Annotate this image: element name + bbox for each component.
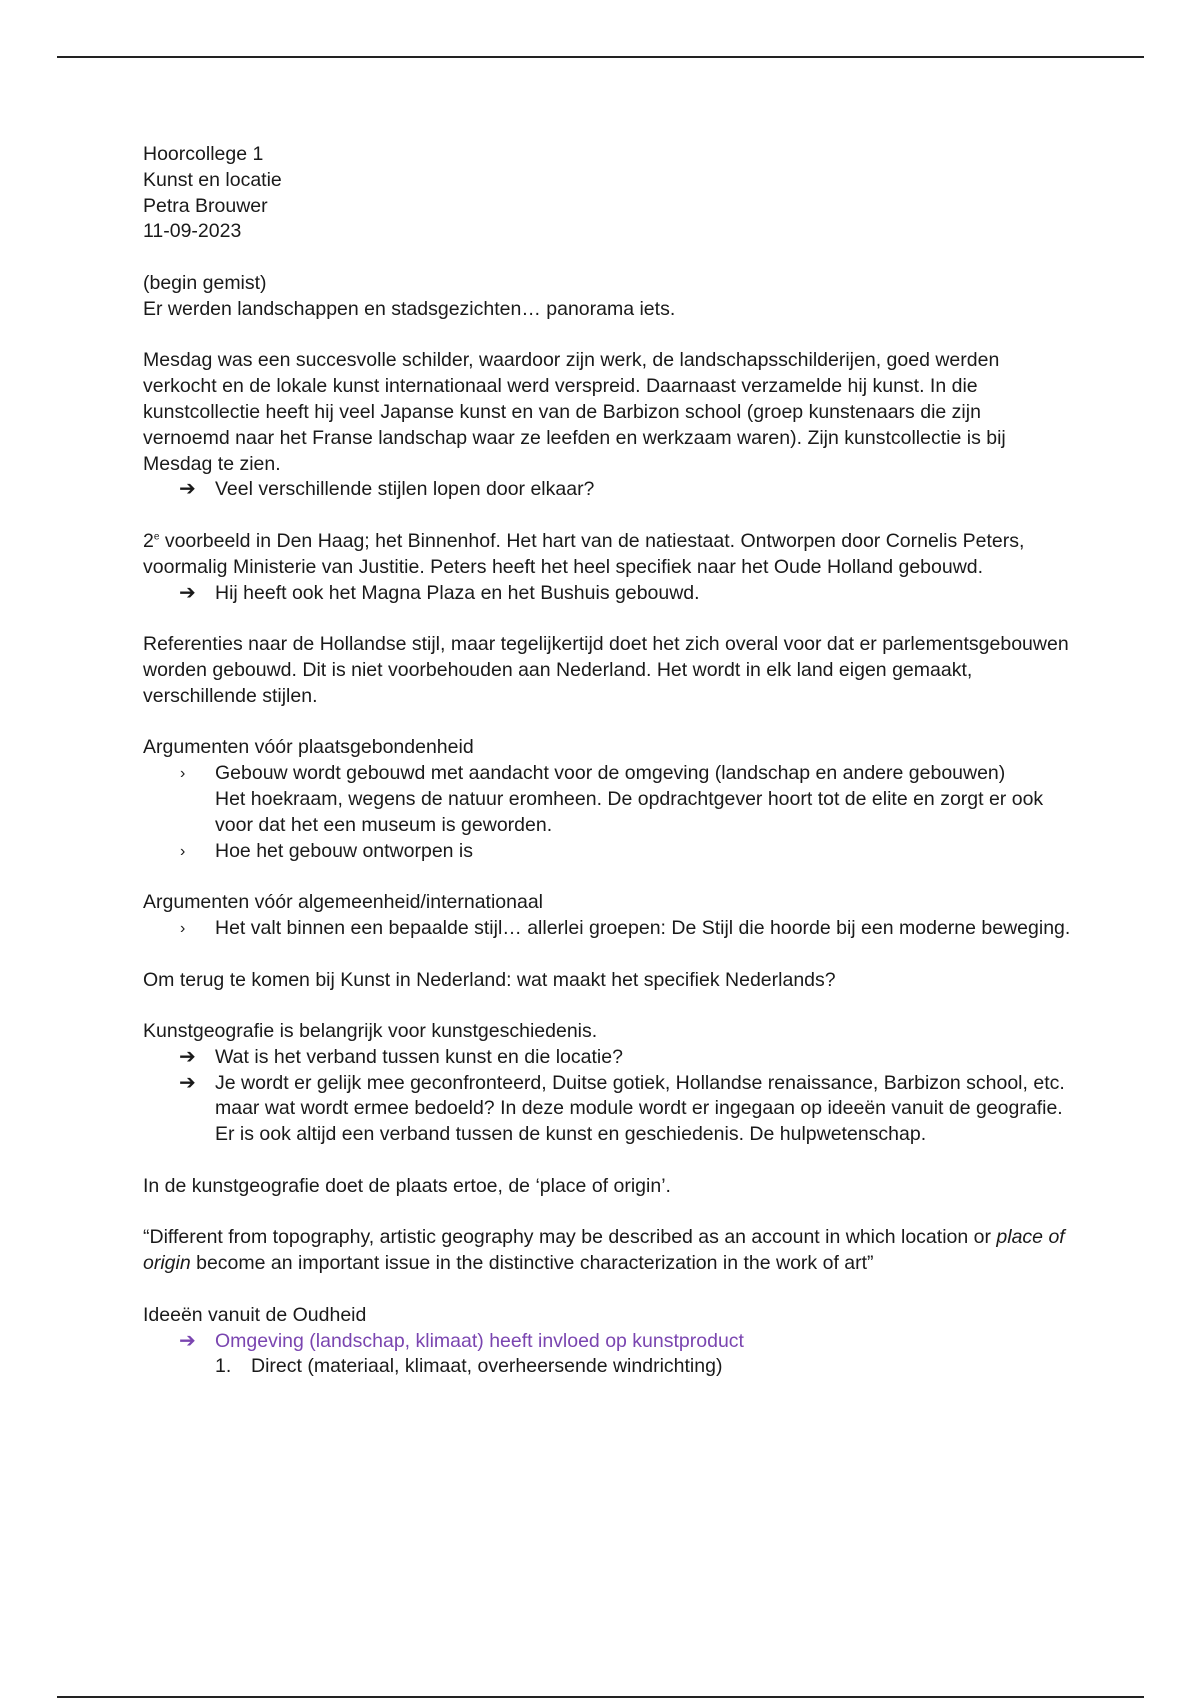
bullet-text: Hij heeft ook het Magna Plaza en het Bushuis gebouwd. xyxy=(215,581,700,604)
missed-note: (begin gemist) xyxy=(143,271,267,294)
referenties-paragraph: Referenties naar de Hollandse stijl, maar tegelijkertijd doet het zich overal voor dat er parlementsgebouwen worden gebouwd. Dit is niet voorbehouden aan Nederland. Het wordt in elk land eigen gemaakt, verschillende stijlen. xyxy=(143,633,1069,707)
bullet-text: Omgeving (landschap, klimaat) heeft invloed op kunstproduct xyxy=(215,1329,744,1352)
item-text: Direct (materiaal, klimaat, overheersende windrichting) xyxy=(251,1355,723,1378)
bullet-subtext: Het hoekraam, wegens de natuur eromheen. De opdrachtgever hoort tot de elite en zorgt er ook voor dat het een museum is geworden. xyxy=(215,787,1044,836)
bottom-rule xyxy=(57,1696,1144,1698)
quote-emphasis: place of origin xyxy=(143,1226,1065,1275)
nederland-paragraph: Om terug te komen bij Kunst in Nederland: wat maakt het specifiek Nederlands? xyxy=(143,968,836,991)
arrow-icon: ➔ xyxy=(179,1071,196,1094)
top-rule xyxy=(57,56,1144,58)
ordinal-number: 2 xyxy=(143,529,154,552)
bullet-text: Wat is het verband tussen kunst en die locatie? xyxy=(215,1045,623,1068)
arrow-icon: ➔ xyxy=(179,1329,196,1352)
binnenhof-text: voorbeeld in Den Haag; het Binnenhof. Het hart van de natiestaat. Ontworpen door Cornelis Peters, voormalig Ministerie van Justitie. Peters heeft het heel specifiek naar het Oude Holland gebouwd. xyxy=(143,529,1025,578)
arrow-bullet-highlight xyxy=(143,1329,1073,1355)
section-heading: Argumenten vóór algemeenheid/internationaal xyxy=(143,891,544,914)
intro-line: Er werden landschappen en stadsgezichten… panorama iets. xyxy=(143,297,676,320)
lecturer-name: Petra Brouwer xyxy=(143,194,268,217)
section-heading: Argumenten vóór plaatsgebondenheid xyxy=(143,736,474,759)
arrow-bullet xyxy=(143,1071,1073,1148)
section-heading: Ideeën vanuit de Oudheid xyxy=(143,1303,367,1326)
arrow-bullet xyxy=(143,477,1073,503)
arrow-bullet xyxy=(143,581,1073,607)
chevron-right-icon: › xyxy=(180,765,186,783)
course-name: Kunst en locatie xyxy=(143,168,282,191)
chevron-bullet xyxy=(143,761,1073,838)
document-page xyxy=(143,142,1073,1380)
arrow-icon: ➔ xyxy=(179,581,196,604)
bullet-text: Veel verschillende stijlen lopen door elkaar? xyxy=(215,478,595,501)
bullet-text: Gebouw wordt gebouwd met aandacht voor de omgeving (landschap en andere gebouwen) xyxy=(215,762,1006,785)
lecture-title: Hoorcollege 1 xyxy=(143,143,264,165)
arrow-icon: ➔ xyxy=(179,478,196,501)
bullet-text: Hoe het gebouw ontworpen is xyxy=(215,839,474,862)
item-number: 1. xyxy=(215,1355,232,1378)
chevron-bullet xyxy=(143,839,1073,865)
lecture-date: 11-09-2023 xyxy=(143,220,242,243)
origin-paragraph: In de kunstgeografie doet de plaats ertoe, de ‘place of origin’. xyxy=(143,1174,671,1197)
header-block xyxy=(143,142,1073,245)
quote-paragraph xyxy=(143,1225,1073,1277)
arrow-bullet xyxy=(143,1045,1073,1071)
mesdag-paragraph: Mesdag was een succesvolle schilder, waardoor zijn werk, de landschapsschilderijen, goed werden verkocht en de lokale kunst internationaal werd verspreid. Daarnaast verzamelde hij kunst. In die kunstcollectie heeft hij veel Japanse kunst en van de Barbizon school (groep kunstenaars die zijn vernoemd naar het Franse landschap waar ze leefden en werkzaam waren). Zijn kunstcollectie is bij Mesdag te zien. xyxy=(143,349,1006,475)
arrow-icon: ➔ xyxy=(179,1045,196,1068)
chevron-right-icon: › xyxy=(180,842,186,860)
bullet-text: Je wordt er gelijk mee geconfronteerd, Duitse gotiek, Hollandse renaissance, Barbizon school, etc. maar wat wordt ermee bedoeld? In deze module wordt er ingegaan op ideeën vanuit de geografie. Er is ook altijd een verband tussen de kunst en geschiedenis. De hulpwetenschap. xyxy=(215,1071,1065,1146)
ordinal-suffix: e xyxy=(153,531,160,543)
quote-part-2: become an important issue in the distinctive characterization in the work of art” xyxy=(190,1252,874,1275)
bullet-text: Het valt binnen een bepaalde stijl… allerlei groepen: De Stijl die hoorde bij een moderne beweging. xyxy=(215,916,1071,939)
quote-part-1: “Different from topography, artistic geography may be described as an account in which location or xyxy=(143,1226,997,1249)
kunstgeografie-paragraph: Kunstgeografie is belangrijk voor kunstgeschiedenis. xyxy=(143,1020,598,1043)
chevron-bullet xyxy=(143,916,1073,942)
numbered-item xyxy=(143,1354,1073,1380)
binnenhof-paragraph xyxy=(143,529,1073,581)
chevron-right-icon: › xyxy=(180,919,186,937)
